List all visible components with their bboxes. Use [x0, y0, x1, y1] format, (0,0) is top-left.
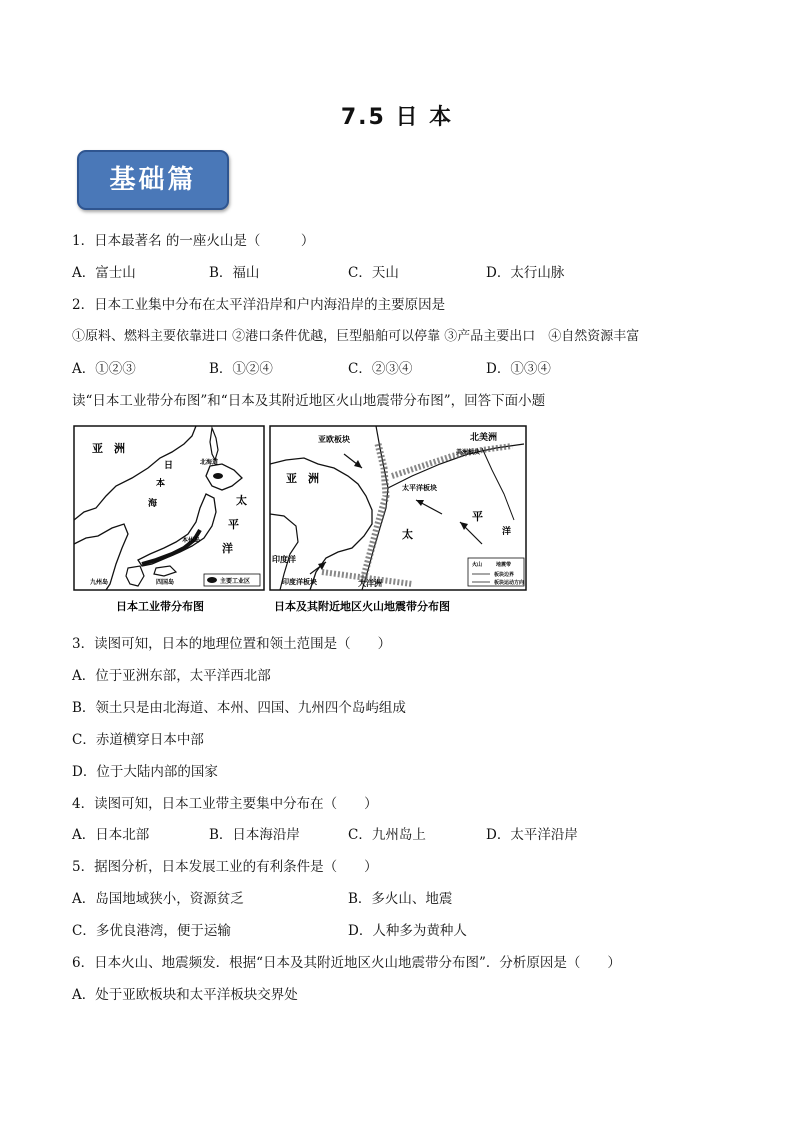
map2-legend-volcano: 火山: [472, 562, 483, 568]
q5-option-a: A．岛国地域狭小，资源贫乏: [72, 891, 244, 907]
map1-label-hai: 海: [148, 499, 158, 509]
q6-stem: 6．日本火山、地震频发．根据“日本及其附近地区火山地震带分布图”．分析原因是（ ）: [72, 955, 621, 971]
map2-legend-quake: 地震带: [496, 562, 512, 568]
q2-stem: 2．日本工业集中分布在太平洋沿岸和户内海沿岸的主要原因是: [72, 297, 446, 313]
q3-option-b: B．领土只是由北海道、本州、四国、九州四个岛屿组成: [72, 700, 406, 716]
map2-legend-move: 板块运动方向: [494, 580, 525, 586]
q3-option-a: A．位于亚洲东部，太平洋西北部: [72, 668, 271, 684]
map2-label-north-america: 北美洲: [470, 433, 498, 443]
q3-stem: 3．读图可知，日本的地理位置和领土范围是（ ）: [72, 636, 392, 652]
q1-stem: 1．日本最著名 的一座火山是（ ）: [72, 233, 315, 249]
q5-option-c: C．多优良港湾，便于运输: [72, 923, 231, 939]
map2-label-eurasia-plate: 亚欧板块: [318, 435, 350, 444]
q1-option-a: A．富士山: [72, 265, 136, 281]
q3-option-c: C．赤道横穿日本中部: [72, 732, 204, 748]
q5-stem: 5．据图分析，日本发展工业的有利条件是（ ）: [72, 859, 378, 875]
q5-option-d: D．人种多为黄种人: [348, 923, 467, 939]
q4-option-a: A．日本北部: [72, 827, 150, 843]
q4-option-c: C．九州岛上: [348, 827, 426, 843]
map1-label-ri: 日: [164, 461, 174, 471]
section-badge: [77, 150, 229, 210]
q4-option-d: D．太平洋沿岸: [486, 827, 578, 843]
map2-label-oceania: 大洋洲: [358, 579, 382, 588]
q1-option-c: C．天山: [348, 265, 399, 281]
map1-label-kyushu: 九州岛: [90, 579, 109, 586]
map1-industrial-dot: [213, 473, 223, 479]
map1-label-ping: 平: [228, 518, 239, 531]
q1-option-b: B．福山: [209, 265, 260, 281]
map2-label-asia: 亚 洲: [286, 472, 319, 485]
map1-label-shikoku: 四国岛: [156, 579, 175, 586]
map1-label-honshu: 本州岛: [182, 537, 201, 544]
map2-caption: 日本及其附近地区火山地震带分布图: [274, 600, 450, 613]
q5-option-b: B．多火山、地震: [348, 891, 453, 907]
map1-label-hokkaido: 北海道: [200, 459, 219, 466]
map1-label-ben: 本: [156, 479, 166, 489]
map1-legend-label: 主要工业区: [220, 578, 251, 585]
q2-option-b: B．①②④: [209, 361, 273, 377]
q2-choices: ①原料、燃料主要依靠进口 ②港口条件优越，巨型船舶可以停靠 ③产品主要出口 ④自然资源丰富: [72, 329, 640, 344]
map2-label-indian-plate: 印度洋板块: [282, 578, 317, 586]
map1-legend-swatch: [207, 577, 217, 583]
map2-label-pacific-plate: 太平洋板块: [402, 484, 437, 492]
q4-option-b: B．日本海沿岸: [209, 827, 300, 843]
intro-text: 读“日本工业带分布图”和“日本及其附近地区火山地震带分布图”，回答下面小题: [72, 393, 546, 409]
map2-label-tai: 太: [402, 528, 413, 541]
q2-option-c: C．②③④: [348, 361, 413, 377]
map2-legend-boundary: 板块边界: [494, 572, 515, 578]
q3-option-d: D．位于大陆内部的国家: [72, 764, 218, 780]
q2-option-d: D．①③④: [486, 361, 551, 377]
maps-figure: [72, 424, 528, 620]
map2-label-ping: 平: [472, 510, 483, 523]
q1-option-d: D．太行山脉: [486, 265, 565, 281]
q2-option-a: A．①②③: [72, 361, 136, 377]
map1-label-asia: 亚 洲: [92, 442, 125, 455]
map1-label-yang: 洋: [222, 542, 233, 555]
map2-label-yang: 洋: [502, 527, 512, 537]
map1-label-tai: 太: [236, 494, 247, 507]
map2-label-indian-ocean: 印度洋: [272, 555, 296, 564]
q4-stem: 4．读图可知，日本工业带主要集中分布在（ ）: [72, 796, 378, 812]
maps-svg: [72, 424, 528, 620]
page-title: 7.5 日 本: [340, 105, 454, 130]
map1-caption: 日本工业带分布图: [116, 600, 204, 613]
q6-option-a: A．处于亚欧板块和太平洋板块交界处: [72, 987, 298, 1003]
map2-label-na-plate: 美洲板块: [456, 449, 481, 456]
section-badge-label: 基础篇: [109, 165, 197, 195]
